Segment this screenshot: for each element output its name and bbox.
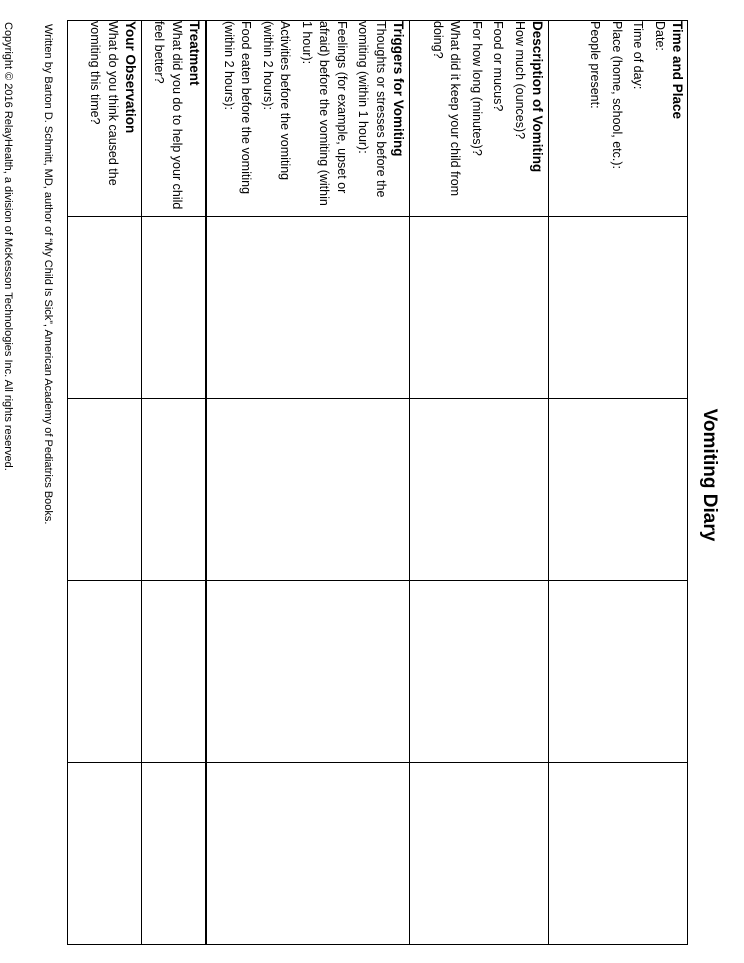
- entry-cell[interactable]: [410, 581, 549, 763]
- section-heading: Description of Vomiting: [530, 21, 545, 173]
- entry-cell[interactable]: [206, 581, 410, 763]
- diary-row: [549, 21, 688, 945]
- footer-credit: Written by Barton D. Schmitt, MD, author of “My Child Is Sick”, American Academy of Pediatrics Books.: [42, 24, 54, 525]
- entry-cell[interactable]: [68, 217, 142, 399]
- entry-cell[interactable]: [410, 763, 549, 945]
- section-heading: Your Observation: [123, 21, 138, 134]
- entry-cell[interactable]: [410, 217, 549, 399]
- entry-cell[interactable]: [68, 581, 142, 763]
- prompt-line: Feelings (for example, upset or afraid) before the vomiting (within 1 hour):: [300, 21, 349, 206]
- entry-cell[interactable]: [206, 217, 410, 399]
- section-heading: Treatment: [187, 21, 202, 86]
- prompt-line: For how long (minutes)?: [470, 21, 484, 156]
- row-label-cell: [549, 21, 688, 217]
- entry-cell[interactable]: [142, 763, 207, 945]
- entry-cell[interactable]: [549, 581, 688, 763]
- row-label-cell: [68, 21, 142, 217]
- copyright-notice: Copyright © 2016 RelayHealth, a division of McKesson Technologies Inc. All rights reserved.: [2, 22, 14, 471]
- prompt-line: Date:: [653, 21, 667, 51]
- entry-cell[interactable]: [206, 399, 410, 581]
- row-label-cell: [206, 21, 410, 217]
- section-heading: Triggers for Vomiting: [391, 21, 406, 157]
- prompt-line: What did it keep your child from doing?: [431, 21, 463, 197]
- entry-cell[interactable]: [142, 217, 207, 399]
- row-label-cell: [142, 21, 207, 217]
- entry-cell[interactable]: [549, 217, 688, 399]
- entry-cell[interactable]: [549, 763, 688, 945]
- prompt-line: Food or mucus?: [491, 21, 506, 112]
- entry-cell[interactable]: [142, 581, 207, 763]
- diary-row: [68, 21, 142, 945]
- diary-row: [142, 21, 207, 945]
- diary-row: [206, 21, 410, 945]
- prompt-line: Activities before the vomiting (within 2 hours):: [261, 21, 293, 181]
- prompt-line: What did you do to help your child feel better?: [152, 21, 184, 210]
- section-heading: Time and Place: [670, 21, 685, 120]
- prompt-line: Time of day:: [631, 21, 646, 90]
- prompt-line: People present:: [588, 21, 603, 109]
- entry-cell[interactable]: [68, 763, 142, 945]
- page-title: Vomiting Diary: [699, 408, 720, 542]
- diary-table: [67, 20, 688, 945]
- row-label-cell: [410, 21, 549, 217]
- entry-cell[interactable]: [68, 399, 142, 581]
- diary-row: [410, 21, 549, 945]
- prompt-line: Food eaten before the vomiting (within 2 hours):: [222, 21, 254, 195]
- entry-cell[interactable]: [142, 399, 207, 581]
- prompt-line: Place (home, school, etc.):: [610, 21, 624, 169]
- entry-cell[interactable]: [410, 399, 549, 581]
- prompt-line: What do you think caused the vomiting this time?: [88, 21, 120, 186]
- prompt-line: Thoughts or stresses before the vomiting (within 1 hour):: [356, 21, 388, 198]
- entry-cell[interactable]: [549, 399, 688, 581]
- prompt-line: How much (ounces)?: [513, 21, 527, 140]
- entry-cell[interactable]: [206, 763, 410, 945]
